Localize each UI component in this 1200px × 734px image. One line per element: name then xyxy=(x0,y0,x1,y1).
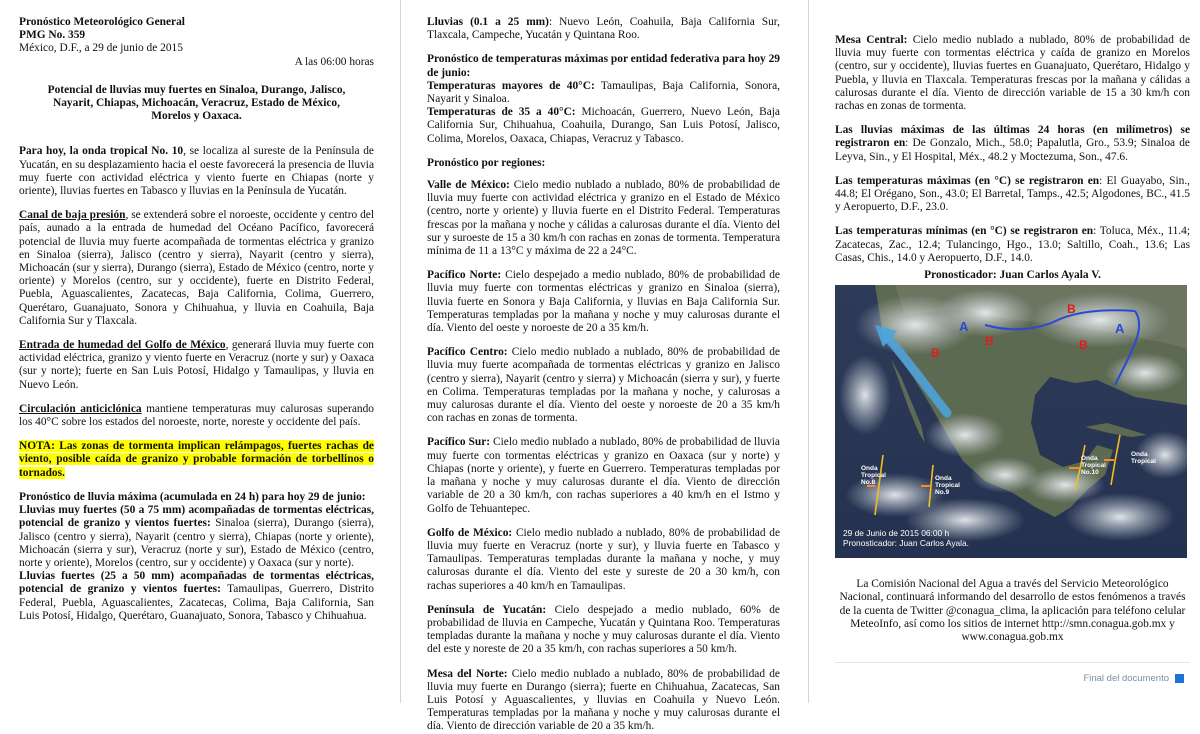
satellite-image xyxy=(835,285,1187,558)
precip-heading: Pronóstico de lluvia máxima (acumulada en 24 h) para hoy 29 de junio: xyxy=(19,490,366,503)
column-2 xyxy=(427,16,780,734)
regions-heading: Pronóstico por regiones: xyxy=(427,156,546,169)
observed-rain: Las lluvias máximas de las últimas 24 horas (en milímetros) se registraron en: De Gonzalo, Mich., 58.0; Papalutla, Gro., 53.9; Sinaloa de Leyva, Sin., y El Hospital, Méx., 48.2 y Moctezuma, Son., 47.6. xyxy=(835,124,1190,163)
temp-heading: Pronóstico de temperaturas máximas por entidad federativa para hoy 29 de junio: xyxy=(427,53,780,79)
doc-title: Pronóstico Meteorológico General xyxy=(19,16,185,28)
column-divider xyxy=(400,0,401,703)
column-divider xyxy=(808,0,809,703)
low-pressure-label-2: B xyxy=(1067,302,1076,317)
region-mesa-norte: Mesa del Norte: Cielo medio nublado a nublado, 80% de probabilidad de lluvia muy fuerte en Durango (sierra); fuerte en Chihuahua, Zacatecas, San Luis Potosí y Aguascalientes, y lluvias en Coahuila y Nuevo León. Temperaturas templadas por la mañana y noche y muy calurosas durante el día. Viento de dirección variable de 20 a 35 km/h. xyxy=(427,667,780,733)
end-of-document[interactable] xyxy=(1083,673,1184,684)
region-mesa-central: Mesa Central: Cielo medio nublado a nublado, 80% de probabilidad de lluvia muy fuerte con tormentas eléctrica y caída de granizo en Morelos (centro, sur y occidente), lluvias fuertes en Guanajuato, Querétaro, Hidalgo y Puebla, y lluvia en Tlaxcala. Temperaturas frescas por la mañana y cálidas a calurosas durante el día. Viento de dirección variable de 15 a 30 km/h con rachas en zonas de tormenta. xyxy=(835,34,1191,113)
forecaster: Pronosticador: Juan Carlos Ayala V. xyxy=(924,269,1101,282)
temp-over-40: Temperaturas mayores de 40°C: Tamaulipas, Baja California, Sonora, Nayarit y Sinaloa. xyxy=(427,79,780,106)
wave-8-label: Onda Tropical No.8 xyxy=(861,465,886,487)
footer-divider xyxy=(835,662,1190,663)
storm-note: NOTA: Las zonas de tormenta implican relámpagos, fuertes rachas de viento, posible caída de granizo y probable formación de torbellinos o tornados. xyxy=(19,440,374,479)
region-pacifico-norte: Pacífico Norte: Cielo despejado a medio nublado, 80% de probabilidad de lluvia muy fuerte con tormentas eléctricas y granizo en Sinaloa (sierra), lluvia fuerte en Sonora y Baja California, y lluvias en Baja California Sur. Temperaturas templadas por la mañana y noche y muy calurosas durante el día. Viento del oeste y noroeste de 20 a 35 km/h. xyxy=(427,269,780,335)
doc-number: PMG No. 359 xyxy=(19,29,86,42)
end-of-document-label: Final del documento xyxy=(1083,673,1169,684)
high-pressure-label-1: A xyxy=(959,319,969,335)
closing-statement: La Comisión Nacional del Agua a través del Servicio Meteorológico Nacional, continuará informando del desarrollo de estos fenómenos a través de la cuenta de Twitter @conagua_clima, la aplicación para teléfono celular MeteoInfo, así como los sitios de internet http://smn.conagua.gob.mx y www.conagua.gob.mx xyxy=(839,578,1186,644)
paragraph-low-pressure: Canal de baja presión, se extenderá sobre el noroeste, occidente y centro del país, aunado a la entrada de humedad del Océano Pacífico, favorecerá potencial de lluvia muy fuerte acompañada de tormentas eléctrica y granizo en Sinaloa (sierra), Jalisco (centro y sierra), Nayarit (centro y sierra), Michoacán (sur y sierra), Durango (sierra), Estado de México (centro, norte y oriente) y Morelos (centro, sur y occidente), fuerte en Distrito Federal, Puebla, Aguascalientes, Zacatecas, Baja California, Colima, Guerrero, Querétaro, Guanajuato, Sonora y Chihuahua, y lluvia en Coahuila, Baja California Sur y Tlaxcala. xyxy=(19,209,374,327)
wave-9-label: Onda Tropical No.9 xyxy=(935,475,960,497)
satellite-map-graphic xyxy=(835,285,1187,558)
region-pacifico-centro: Pacífico Centro: Cielo medio nublado a nublado, 80% de probabilidad de lluvia muy fuerte acompañada de tormentas eléctricas y granizo en Jalisco (centro y sierra), Nayarit (centro y sierra) y Michoacán (sierra y sur), y fuerte en Colima. Temperaturas templadas por la mañana y noche, y calurosas a muy calurosas durante el día. Viento del oeste y noroeste de 20 a 35 km/h con rachas en zonas de tormenta. xyxy=(427,346,780,425)
tropical-wave-label: Onda Tropical xyxy=(1131,451,1156,466)
paragraph-gulf-moisture: Entrada de humedad del Golfo de México, generará lluvia muy fuerte con actividad eléctrica, granizo y viento fuerte en Veracruz (norte y sur) y Oaxaca (sur y norte); fuerte en San Luis Potosí, Hidalgo y Tamaulipas, y lluvia en Nuevo León. xyxy=(19,339,375,391)
column-3 xyxy=(835,16,1190,644)
paragraph-anticyclone: Circulación anticiclónica mantiene temperaturas muy calurosas superando los 40°C sobre los estados del noroeste, norte, noreste y occidente del país. xyxy=(19,402,374,429)
satellite-caption-forecaster: Pronosticador: Juan Carlos Ayala. xyxy=(843,538,970,549)
end-marker-icon xyxy=(1175,674,1184,683)
region-peninsula-yucatan: Península de Yucatán: Cielo despejado a medio nublado, 60% de probabilidad de lluvia en Campeche, Yucatán y Quintana Roo. Temperaturas templadas durante la mañana y noche y muy calurosas durante el día. Viento del este y noreste de 20 a 35 km/h, con rachas superiores a 50 km/h. xyxy=(427,603,780,656)
low-pressure-label-4: B xyxy=(931,346,940,361)
wave-10-label: Onda Tropical No.10 xyxy=(1081,455,1106,477)
temp-35-40: Temperaturas de 35 a 40°C: Michoacán, Guerrero, Nuevo León, Baja California Sur, Chihuahua, Coahuila, Durango, San Luis Potosí, Jalisco, Colima, Morelos, Oaxaca, Chiapas, Veracruz y Tabasco. xyxy=(427,106,780,145)
high-pressure-label-2: A xyxy=(1115,321,1125,337)
precip-very-strong: Lluvias muy fuertes (50 a 75 mm) acompañadas de tormentas eléctricas, potencial de granizo y vientos fuertes: Sinaloa (sierra), Durango (sierra), Jalisco (centro y sierra), Nayarit (centro y sierra), Chiapas (norte y oriente), Michoacán (sierra y sur), Veracruz (norte y sur), Estado de México (centro, norte y oriente), Morelos (centro, sur y occidente) y Oaxaca (sur y norte). xyxy=(19,504,374,569)
region-pacifico-sur: Pacífico Sur: Cielo medio nublado a nublado, 80% de probabilidad de lluvia muy fuerte con tormentas eléctricas y granizo en Oaxaca (sur y norte) y Chiapas (norte y oriente), y fuerte en Guerrero. Temperaturas templadas por la mañana y noche y muy calurosas durante el día. Viento de dirección variable de 20 a 30 km/h, con rachas superiores a 40 km/h en el Istmo y Golfo de Tehuantepec. xyxy=(427,436,780,515)
satellite-caption xyxy=(843,528,969,548)
satellite-caption-date: 29 de Junio de 2015 06:00 h xyxy=(843,528,950,539)
column-1 xyxy=(19,16,374,623)
doc-date: México, D.F., a 29 de junio de 2015 xyxy=(19,42,183,55)
observed-tmax: Las temperaturas máximas (en °C) se registraron en: El Guayabo, Sin., 44.8; El Orégano, Son., 43.0; El Barretal, Tamps., 42.5; Algodones, BC., 41.5 y Aeropuerto, D.F., 23.0. xyxy=(835,174,1191,214)
precip-light: Lluvias (0.1 a 25 mm): Nuevo León, Coahuila, Baja California Sur, Tlaxcala, Campeche, Yucatán y Quintana Roo. xyxy=(427,16,780,42)
observed-tmin: Las temperaturas mínimas (en °C) se registraron en: Toluca, Méx., 11.4; Zacatecas, Zac., 12.4; Tulancingo, Hgo., 13.0; Saltillo, Coah., 13.6; Las Casas, Chis., 14.0 y Aeropuerto, D.F., 14.0. xyxy=(835,225,1190,264)
region-golfo-mexico: Golfo de México: Cielo medio nublado a nublado, 80% de probabilidad de lluvia muy fuerte en Veracruz (norte y sur), y lluvia fuerte en Tabasco y Tamaulipas. Temperaturas templadas durante la mañana y noche, y muy calurosas durante el día. Viento del este y sureste de 20 a 30 km/h, con rachas superiores a 40 km/h en Tamaulipas. xyxy=(427,526,780,592)
doc-time: A las 06:00 horas xyxy=(294,55,374,68)
paragraph-tropical-wave: Para hoy, la onda tropical No. 10, se localiza al sureste de la Península de Yucatán, en su desplazamiento hacia el oeste favorecerá la presencia de lluvia muy fuerte con actividad eléctrica y viento fuerte en Chiapas (norte y oriente), lluvias fuertes en Tabasco y lluvias en la Península de Yucatán. xyxy=(19,145,374,198)
low-pressure-label-1: B xyxy=(985,334,994,349)
headline: Potencial de lluvias muy fuertes en Sinaloa, Durango, Jalisco, Nayarit, Chiapas, Michoacán, Veracruz, Estado de México, Morelos y Oaxaca. xyxy=(47,83,346,123)
region-valle-mexico: Valle de México: Cielo medio nublado a nublado, 80% de probabilidad de lluvia muy fuerte con actividad eléctrica y granizo en el Estado de México (centro, norte y oriente) y lluvia fuerte en el Distrito Federal. Temperaturas frescas por la mañana y noche y cálidas a calurosas durante el día. Viento del sur y suroeste de 15 a 30 km/h con rachas en zonas de tormenta. Temperatura mínima de 11 a 13°C y máxima de 22 a 24°C. xyxy=(427,179,780,258)
low-pressure-label-3: B xyxy=(1079,338,1088,353)
precip-strong: Lluvias fuertes (25 a 50 mm) acompañadas de tormentas eléctricas, potencial de granizo y vientos fuertes: Tamaulipas, Guerrero, Distrito Federal, Puebla, Aguascalientes, Zacatecas, Colima, Baja California, San Luis Potosí, Hidalgo, Querétaro, Guanajuato, Sonora, Tabasco y Chihuahua. xyxy=(19,570,374,622)
